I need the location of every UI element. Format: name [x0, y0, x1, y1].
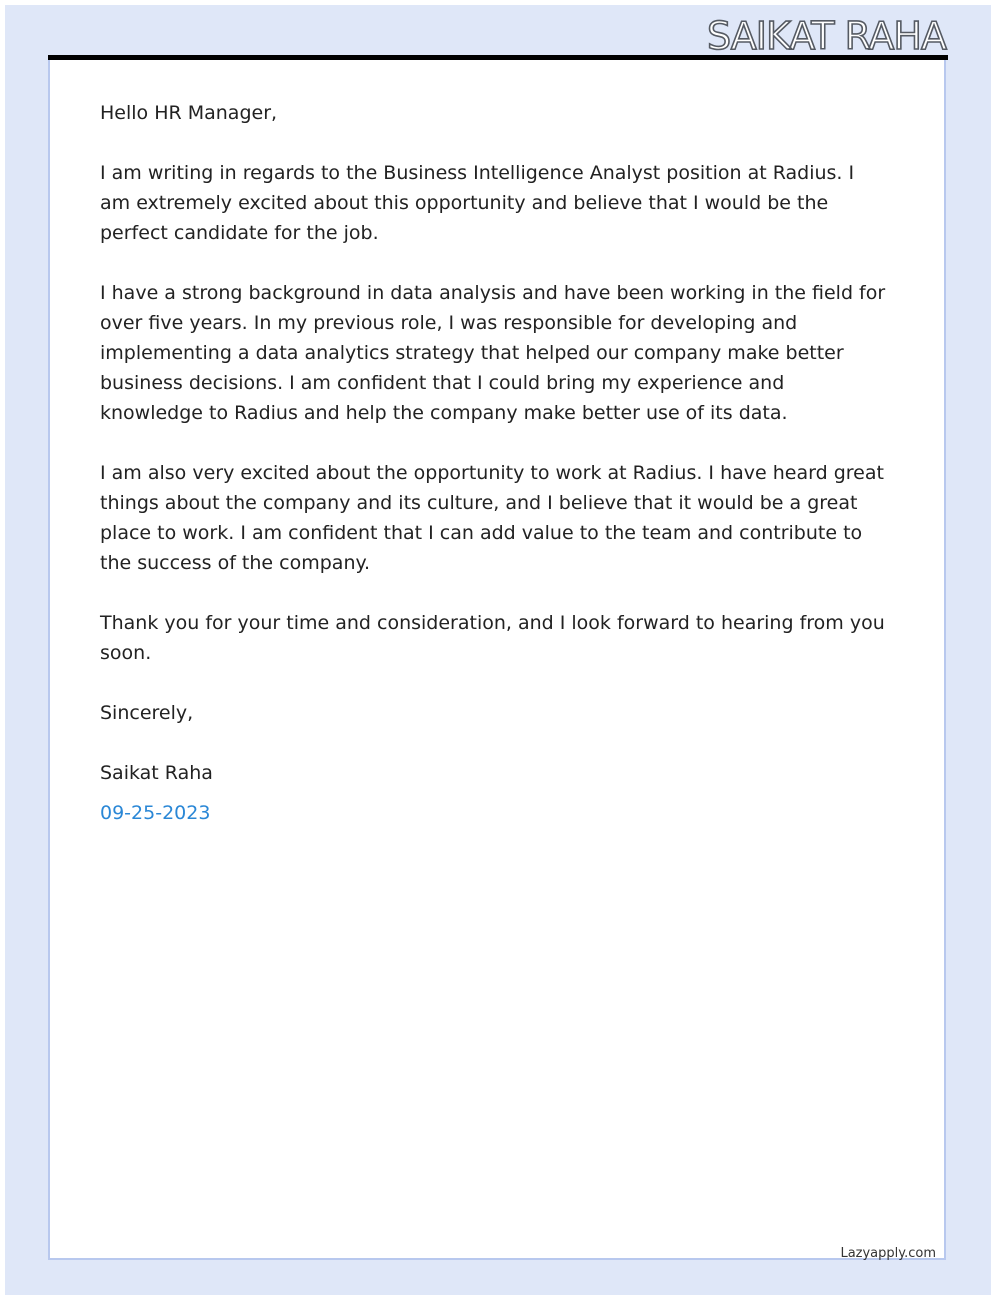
applicant-name-header: SAIKAT RAHA	[706, 14, 946, 58]
paragraph-thanks: Thank you for your time and consideration, and I look forward to hearing from you soon.	[100, 612, 885, 664]
footer-watermark: Lazyapply.com	[840, 1246, 936, 1261]
closing: Sincerely,	[100, 702, 194, 724]
paragraph-motivation: I am also very excited about the opportunity to work at Radius. I have heard great things about the company and its culture, and I believe that it would be a great place to work. I am confident that I can add value to the team and contribute to the success of the company.	[100, 462, 884, 574]
paragraph-intro: I am writing in regards to the Business Intelligence Analyst position at Radius. I am extremely excited about this opportunity and believe that I would be the perfect candidate for the job.	[100, 162, 855, 244]
letter-date: 09-25-2023	[100, 802, 211, 824]
signature-name: Saikat Raha	[100, 762, 213, 784]
greeting: Hello HR Manager,	[100, 102, 278, 124]
paragraph-background: I have a strong background in data analysis and have been working in the field for over five years. In my previous role, I was responsible for developing and implementing a data analytics strategy that helped our company make better business decisions. I am confident that I could bring my experience and knowledge to Radius and help the company make better use of its data.	[100, 282, 886, 424]
cover-letter-body	[100, 98, 890, 858]
